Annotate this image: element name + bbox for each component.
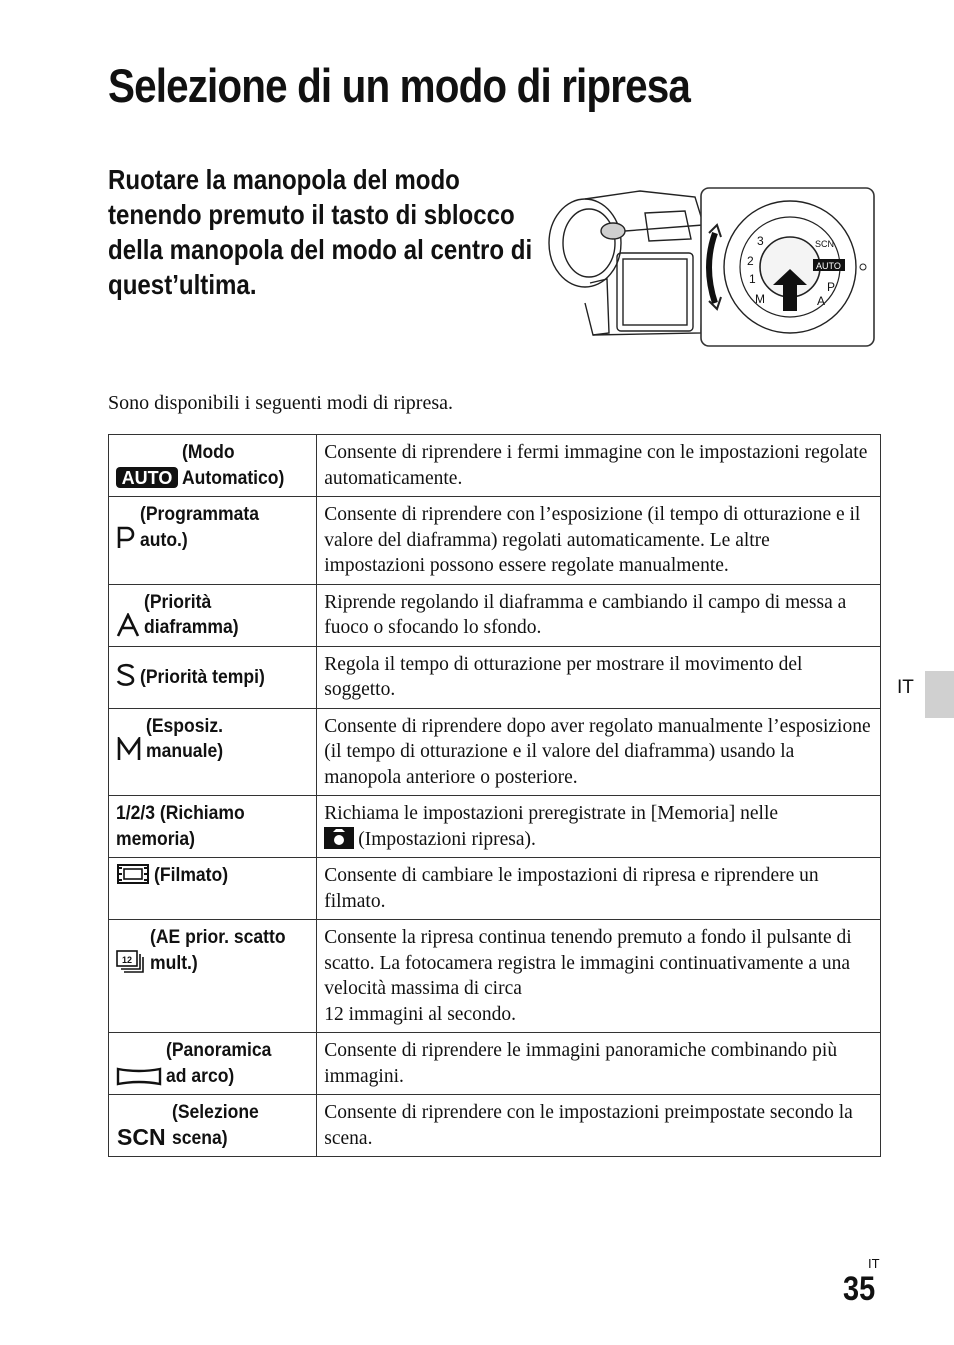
- table-row: [109, 435, 881, 497]
- svg-text:AUTO: AUTO: [121, 467, 173, 488]
- mode-description-part: (Impostazioni ripresa).: [358, 828, 536, 850]
- mode-name: (AE prior. scatto mult.): [150, 926, 286, 974]
- mode-description: Consente di riprendere con le impostazioni preimpostate secondo la scena.: [317, 1095, 881, 1157]
- svg-text:M: M: [755, 292, 765, 306]
- mode-name: (Esposiz. manuale): [146, 714, 224, 762]
- auto-mode-icon: [116, 467, 178, 488]
- mode-description: Consente di riprendere dopo aver regolato manualmente l’esposizione (il tempo di otturazione e il valore del diaframma) usando la manopola anteriore o posteriore.: [317, 708, 881, 796]
- mode-name: (Programmata auto.): [140, 503, 259, 551]
- mode-description-part: Richiama le impostazioni preregistrate in [Memoria] nelle: [324, 803, 779, 824]
- page-title: Selezione di un modo di ripresa: [108, 59, 690, 112]
- table-row: [109, 920, 881, 1033]
- continuous-12-icon: [116, 949, 146, 973]
- svg-text:SCN: SCN: [117, 1123, 166, 1148]
- svg-text:SCN: SCN: [815, 239, 835, 249]
- svg-text:P: P: [827, 280, 836, 294]
- table-row: [109, 1033, 881, 1095]
- mode-name: (Priorità tempi): [140, 666, 265, 689]
- svg-text:2: 2: [747, 254, 754, 268]
- mode-description: [317, 796, 881, 858]
- svg-text:AUTO: AUTO: [816, 261, 841, 271]
- mode-name: (Panoramica ad arco): [166, 1039, 272, 1087]
- svg-text:3: 3: [757, 234, 764, 248]
- svg-text:1: 1: [749, 272, 756, 286]
- mode-description: Consente la ripresa continua tenendo premuto a fondo il pulsante di scatto. La fotocamera registra le immagini continuativamente a una velocità massima di circa 12 immagini al secondo.: [317, 920, 881, 1033]
- scn-icon: [116, 1124, 168, 1148]
- movie-icon: [116, 863, 150, 885]
- page-language-label: IT: [868, 1256, 880, 1271]
- table-row: [109, 646, 881, 708]
- mode-name: (Priorità diaframma): [144, 590, 239, 638]
- table-row: [109, 1095, 881, 1157]
- table-row: [109, 858, 881, 920]
- svg-text:A: A: [817, 294, 826, 308]
- manual-m-icon: [116, 737, 142, 761]
- side-tab-marker: [925, 671, 954, 718]
- table-row: [109, 584, 881, 646]
- table-row: [109, 497, 881, 585]
- intro-text: Sono disponibili i seguenti modi di ripresa.: [108, 392, 453, 414]
- panorama-icon: [116, 1066, 162, 1086]
- mode-description: Consente di cambiare le impostazioni di ripresa e riprendere un filmato.: [317, 858, 881, 920]
- camera-mode-dial-illustration: [545, 183, 877, 349]
- side-language-label: IT: [897, 677, 914, 698]
- mode-description: Consente di riprendere con l’esposizione (il tempo di otturazione e il valore del diaframma) regolati automaticamente. Le altre impostazioni possono essere regolate manualmente.: [317, 497, 881, 585]
- svg-text:12: 12: [121, 954, 133, 965]
- mode-description: Regola il tempo di otturazione per mostrare il movimento del soggetto.: [317, 646, 881, 708]
- table-row: [109, 796, 881, 858]
- mode-description: Riprende regolando il diaframma e cambiando il campo di messa a fuoco o sfocando lo sfondo.: [317, 584, 881, 646]
- shooting-modes-table: [108, 434, 881, 1157]
- mode-description: Consente di riprendere le immagini panoramiche combinando più immagini.: [317, 1033, 881, 1095]
- mode-name: 1/2/3 (Richiamo memoria): [116, 802, 245, 850]
- mode-name: (Filmato): [154, 864, 229, 886]
- page-number: 35: [843, 1270, 876, 1308]
- table-row: [109, 708, 881, 796]
- program-p-icon: [116, 526, 136, 550]
- aperture-a-icon: [116, 613, 140, 637]
- shutter-s-icon: [116, 663, 136, 687]
- mode-name: (Selezione scena): [172, 1101, 259, 1149]
- mode-description: Consente di riprendere i fermi immagine con le impostazioni regolate automaticamente.: [317, 435, 881, 497]
- mode-name: (Modo Automatico): [182, 441, 285, 489]
- camera-settings-icon: [324, 827, 354, 849]
- instruction-text: Ruotare la manopola del modo tenendo premuto il tasto di sblocco della manopola del modo al centro di quest’ultima.: [108, 164, 533, 300]
